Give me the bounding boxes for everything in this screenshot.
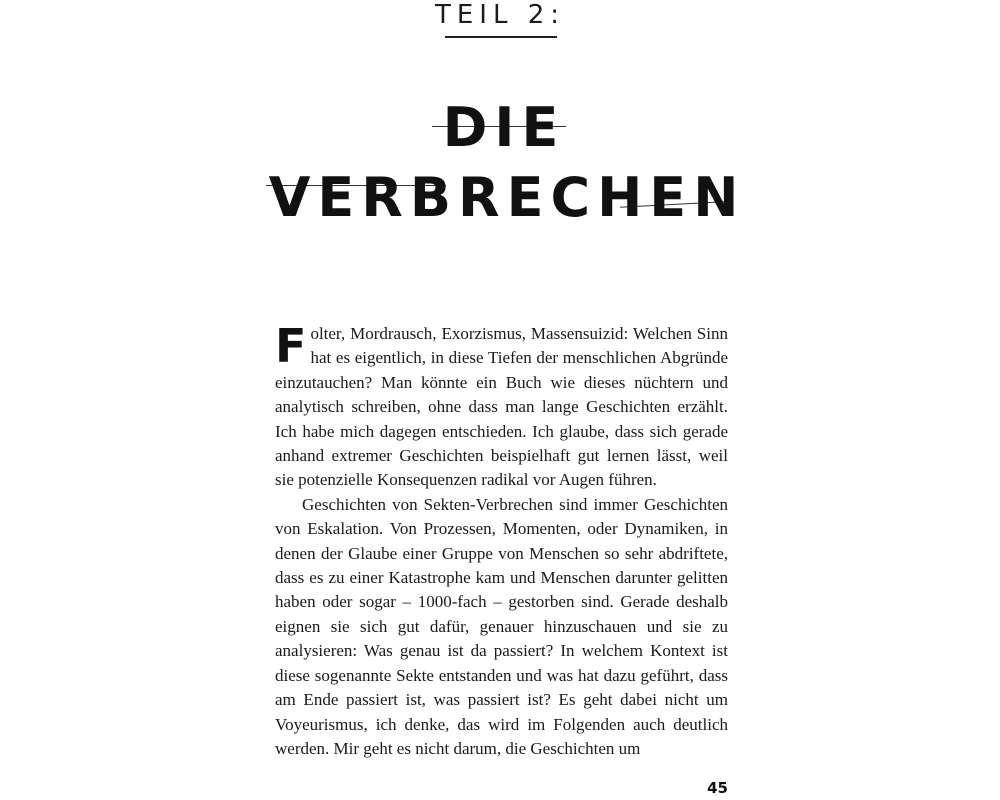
paragraph-1-text: olter, Mordrausch, Exorzismus, Massensuizid: Welchen Sinn hat es eigentlich, in diese Tiefen der menschlichen Abgründe einzutauchen? Man könnte ein Buch wie dieses nüchtern und analytisch schreiben, ohne dass man lange Geschichten erzählt. Ich habe mich dagegen entschieden. Ich glaube, dass sich gerade anhand extremer Geschichten beispielhaft gut lernen lässt, weil sie potenzielle Konsequenzen radikal vor Augen führen. — [275, 324, 728, 490]
part-label-underline — [445, 36, 557, 38]
body-text — [275, 319, 728, 761]
page-number: 45 — [707, 779, 728, 797]
paragraph-2: Geschichten von Sekten-Verbrechen sind immer Geschichten von Eskalation. Von Prozessen, Momenten, oder Dynamiken, in denen der Glaube einer Gruppe von Menschen so sehr abdriftete, dass es zu einer Katastrophe kam und Menschen darunter gelitten haben oder sogar – 1000-fach – gestorben sind. Gerade deshalb eignen sie sich gut dafür, genauer hinzuschauen und sie zu analysieren: Was genau ist da passiert? In welchem Kontext ist diese sogenannte Sekte entstanden und was hat dazu geführt, dass am Ende passiert ist, was passiert ist? Es geht dabei nicht um Voyeurismus, ich denke, das wird im Folgenden auch deutlich werden. Mir geht es nicht darum, die Geschichten um — [275, 494, 728, 758]
chapter-title-line-2: VERBRECHEN — [268, 166, 746, 229]
part-label: TEIL 2: — [434, 0, 566, 30]
chapter-title-line-1: DIE — [442, 96, 566, 159]
drop-cap: F — [275, 319, 307, 373]
paragraph-1 — [275, 319, 728, 493]
